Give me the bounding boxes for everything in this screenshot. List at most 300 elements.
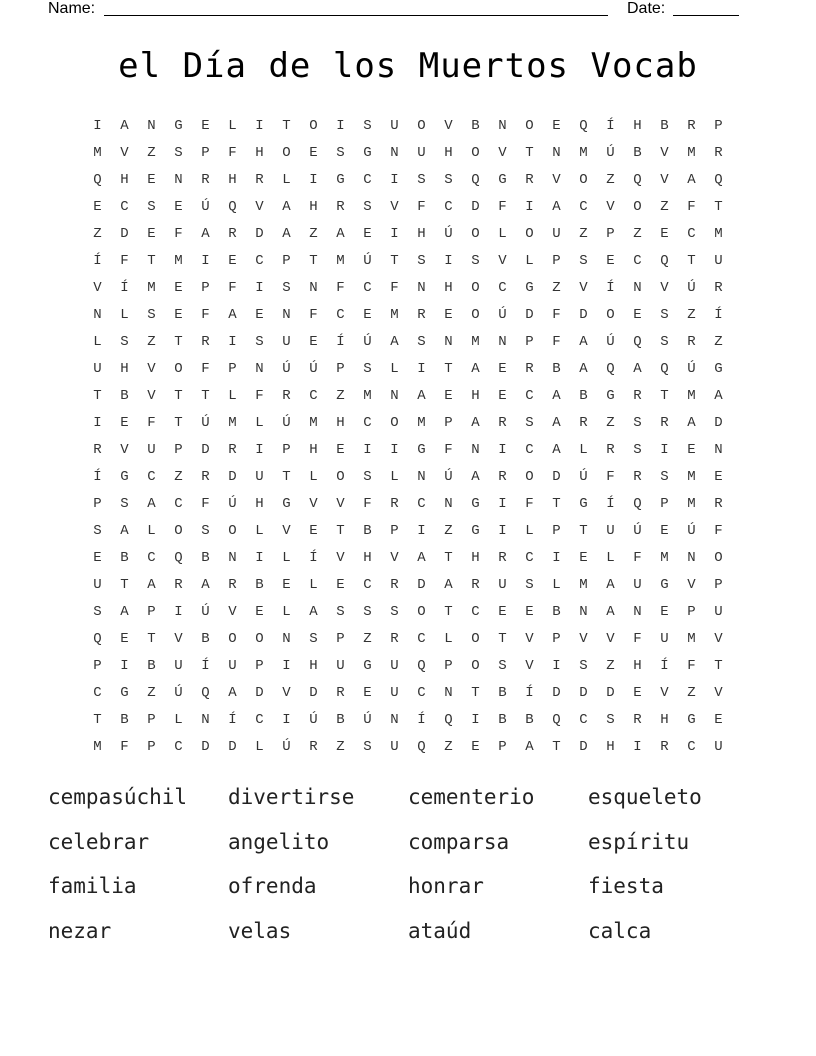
grid-letter: E [120, 415, 129, 431]
grid-letter: P [201, 145, 210, 161]
grid-letter: E [93, 550, 102, 566]
grid-letter: Q [633, 334, 642, 350]
grid-letter: S [363, 361, 372, 377]
grid-row [84, 359, 732, 386]
grid-letter: O [471, 226, 480, 242]
grid-letter: H [228, 172, 237, 188]
grid-letter: L [525, 523, 534, 539]
grid-letter: U [390, 118, 399, 134]
grid-letter: D [255, 226, 264, 242]
grid-letter: Í [660, 658, 669, 674]
grid-letter: N [498, 334, 507, 350]
word-bank-item: calca [588, 918, 652, 943]
grid-letter: T [444, 604, 453, 620]
grid-letter: S [120, 496, 129, 512]
grid-letter: E [174, 307, 183, 323]
grid-letter: L [120, 307, 129, 323]
grid-letter: Z [606, 172, 615, 188]
grid-letter: T [687, 253, 696, 269]
grid-letter: Í [606, 118, 615, 134]
grid-letter: Í [120, 280, 129, 296]
grid-letter: V [714, 685, 723, 701]
grid-letter: T [147, 631, 156, 647]
grid-letter: I [174, 604, 183, 620]
grid-letter: A [282, 199, 291, 215]
grid-letter: S [93, 523, 102, 539]
grid-letter: E [714, 469, 723, 485]
grid-letter: R [498, 415, 507, 431]
grid-letter: Ú [174, 685, 183, 701]
grid-letter: V [93, 280, 102, 296]
grid-letter: I [498, 496, 507, 512]
grid-letter: I [120, 658, 129, 674]
grid-letter: B [498, 712, 507, 728]
grid-letter: U [714, 604, 723, 620]
grid-letter: F [687, 199, 696, 215]
grid-letter: L [255, 739, 264, 755]
grid-letter: B [120, 550, 129, 566]
grid-letter: V [552, 172, 561, 188]
grid-letter: I [363, 442, 372, 458]
grid-letter: E [552, 118, 561, 134]
grid-letter: A [390, 334, 399, 350]
grid-letter: F [714, 523, 723, 539]
grid-letter: U [390, 685, 399, 701]
grid-letter: L [525, 253, 534, 269]
grid-letter: Z [606, 658, 615, 674]
grid-letter: D [552, 469, 561, 485]
grid-letter: O [282, 145, 291, 161]
grid-letter: A [552, 415, 561, 431]
grid-letter: T [336, 523, 345, 539]
grid-letter: D [120, 226, 129, 242]
grid-letter: P [93, 658, 102, 674]
grid-letter: Q [201, 685, 210, 701]
grid-letter: Z [660, 199, 669, 215]
grid-letter: R [714, 496, 723, 512]
grid-row [84, 251, 732, 278]
grid-letter: I [633, 739, 642, 755]
grid-letter: O [390, 415, 399, 431]
grid-letter: B [255, 577, 264, 593]
grid-letter: A [120, 604, 129, 620]
grid-letter: H [120, 361, 129, 377]
grid-letter: O [471, 631, 480, 647]
grid-letter: Ú [498, 307, 507, 323]
grid-letter: P [147, 604, 156, 620]
grid-letter: G [120, 685, 129, 701]
grid-letter: A [687, 415, 696, 431]
grid-letter: L [498, 226, 507, 242]
grid-letter: P [147, 712, 156, 728]
grid-letter: N [390, 145, 399, 161]
grid-letter: T [174, 334, 183, 350]
grid-letter: A [579, 361, 588, 377]
grid-letter: G [498, 172, 507, 188]
grid-letter: M [714, 226, 723, 242]
grid-letter: N [633, 280, 642, 296]
grid-letter: P [282, 442, 291, 458]
grid-letter: S [255, 334, 264, 350]
grid-letter: G [471, 496, 480, 512]
grid-row [84, 683, 732, 710]
grid-letter: C [174, 496, 183, 512]
header [48, 0, 748, 20]
grid-letter: I [444, 253, 453, 269]
grid-letter: E [363, 307, 372, 323]
grid-letter: I [201, 253, 210, 269]
grid-row [84, 170, 732, 197]
grid-letter: S [525, 577, 534, 593]
grid-letter: T [471, 685, 480, 701]
grid-letter: N [417, 280, 426, 296]
grid-letter: U [147, 442, 156, 458]
grid-letter: E [633, 307, 642, 323]
word-bank-item: angelito [228, 829, 330, 854]
word-bank-item: comparsa [408, 829, 510, 854]
grid-letter: T [201, 388, 210, 404]
grid-letter: E [606, 253, 615, 269]
grid-letter: O [336, 469, 345, 485]
grid-row [84, 656, 732, 683]
grid-letter: L [282, 172, 291, 188]
grid-letter: B [201, 631, 210, 647]
grid-letter: B [552, 361, 561, 377]
grid-letter: O [228, 631, 237, 647]
grid-letter: C [417, 685, 426, 701]
grid-letter: L [282, 604, 291, 620]
grid-letter: I [255, 280, 264, 296]
grid-letter: M [390, 307, 399, 323]
grid-letter: N [147, 118, 156, 134]
grid-letter: H [309, 199, 318, 215]
grid-letter: Ú [444, 226, 453, 242]
grid-letter: N [390, 388, 399, 404]
grid-letter: H [363, 550, 372, 566]
grid-letter: S [417, 172, 426, 188]
grid-letter: F [363, 496, 372, 512]
grid-letter: E [714, 712, 723, 728]
grid-letter: N [471, 442, 480, 458]
grid-letter: O [606, 307, 615, 323]
grid-letter: E [201, 118, 210, 134]
grid-letter: E [147, 172, 156, 188]
grid-row [84, 575, 732, 602]
grid-letter: T [444, 550, 453, 566]
grid-letter: A [714, 388, 723, 404]
grid-letter: Q [417, 739, 426, 755]
grid-letter: U [552, 226, 561, 242]
grid-letter: F [606, 469, 615, 485]
grid-letter: Z [147, 334, 156, 350]
grid-letter: M [93, 145, 102, 161]
grid-letter: U [93, 577, 102, 593]
grid-letter: Z [606, 415, 615, 431]
grid-letter: R [714, 145, 723, 161]
grid-letter: S [309, 631, 318, 647]
grid-letter: L [309, 469, 318, 485]
grid-letter: Q [633, 496, 642, 512]
grid-letter: C [633, 253, 642, 269]
grid-letter: D [228, 469, 237, 485]
grid-letter: G [336, 172, 345, 188]
grid-letter: Q [93, 631, 102, 647]
grid-letter: S [660, 334, 669, 350]
grid-letter: N [309, 280, 318, 296]
grid-letter: D [255, 685, 264, 701]
grid-letter: F [309, 307, 318, 323]
grid-letter: P [147, 739, 156, 755]
grid-letter: V [390, 199, 399, 215]
grid-letter: P [282, 253, 291, 269]
grid-letter: D [579, 685, 588, 701]
grid-letter: F [633, 631, 642, 647]
grid-letter: H [255, 145, 264, 161]
grid-letter: T [444, 361, 453, 377]
grid-letter: A [606, 604, 615, 620]
grid-letter: A [417, 388, 426, 404]
grid-letter: E [363, 226, 372, 242]
grid-letter: G [606, 388, 615, 404]
grid-letter: Ú [228, 496, 237, 512]
grid-letter: A [471, 469, 480, 485]
grid-letter: T [525, 145, 534, 161]
grid-letter: P [336, 631, 345, 647]
grid-letter: N [417, 469, 426, 485]
grid-letter: Q [660, 361, 669, 377]
grid-letter: R [606, 442, 615, 458]
grid-letter: R [660, 415, 669, 431]
grid-letter: T [714, 199, 723, 215]
grid-letter: Í [336, 334, 345, 350]
grid-letter: M [687, 496, 696, 512]
word-bank-item: espíritu [588, 829, 690, 854]
grid-row [84, 548, 732, 575]
grid-letter: Q [633, 172, 642, 188]
grid-letter: S [633, 442, 642, 458]
grid-letter: L [390, 469, 399, 485]
grid-letter: Ú [282, 739, 291, 755]
grid-letter: N [201, 712, 210, 728]
grid-letter: Z [336, 739, 345, 755]
grid-letter: D [714, 415, 723, 431]
grid-letter: I [471, 712, 480, 728]
grid-letter: P [714, 577, 723, 593]
grid-letter: A [552, 388, 561, 404]
grid-letter: T [282, 469, 291, 485]
grid-letter: E [660, 226, 669, 242]
grid-letter: H [120, 172, 129, 188]
grid-row [84, 197, 732, 224]
grid-letter: H [309, 658, 318, 674]
grid-letter: F [228, 280, 237, 296]
grid-letter: Z [444, 739, 453, 755]
grid-letter: C [174, 739, 183, 755]
grid-letter: R [498, 469, 507, 485]
grid-letter: G [363, 658, 372, 674]
grid-letter: V [579, 631, 588, 647]
grid-letter: H [471, 550, 480, 566]
grid-letter: A [606, 577, 615, 593]
grid-letter: U [93, 361, 102, 377]
grid-letter: S [363, 199, 372, 215]
grid-letter: C [498, 280, 507, 296]
grid-letter: A [633, 361, 642, 377]
grid-letter: E [525, 604, 534, 620]
grid-letter: A [336, 226, 345, 242]
grid-letter: M [336, 253, 345, 269]
grid-letter: L [444, 631, 453, 647]
grid-letter: V [660, 145, 669, 161]
grid-letter: I [390, 172, 399, 188]
grid-letter: N [93, 307, 102, 323]
grid-letter: C [471, 604, 480, 620]
grid-letter: S [417, 253, 426, 269]
grid-letter: I [255, 118, 264, 134]
grid-letter: N [714, 442, 723, 458]
grid-letter: M [687, 469, 696, 485]
grid-letter: L [390, 361, 399, 377]
grid-letter: V [120, 145, 129, 161]
grid-letter: B [363, 523, 372, 539]
grid-letter: O [471, 280, 480, 296]
grid-letter: C [147, 469, 156, 485]
grid-letter: Z [633, 226, 642, 242]
grid-letter: E [174, 280, 183, 296]
grid-letter: S [363, 604, 372, 620]
grid-letter: T [714, 658, 723, 674]
grid-letter: F [552, 307, 561, 323]
grid-letter: E [687, 442, 696, 458]
grid-letter: V [390, 550, 399, 566]
grid-letter: U [714, 739, 723, 755]
grid-letter: B [471, 118, 480, 134]
grid-letter: S [660, 469, 669, 485]
grid-letter: U [282, 334, 291, 350]
grid-letter: S [579, 253, 588, 269]
grid-letter: Q [714, 172, 723, 188]
grid-letter: R [282, 388, 291, 404]
word-bank-item: familia [48, 874, 137, 898]
grid-letter: E [444, 388, 453, 404]
grid-letter: Q [660, 253, 669, 269]
grid-letter: F [552, 334, 561, 350]
grid-letter: B [120, 388, 129, 404]
grid-letter: E [120, 631, 129, 647]
word-bank-row [48, 871, 768, 916]
grid-letter: R [201, 334, 210, 350]
grid-letter: R [390, 631, 399, 647]
grid-letter: R [309, 739, 318, 755]
grid-letter: E [255, 307, 264, 323]
grid-letter: N [228, 550, 237, 566]
grid-letter: G [471, 523, 480, 539]
grid-letter: I [282, 712, 291, 728]
name-blank-line [104, 15, 608, 16]
grid-letter: M [687, 388, 696, 404]
grid-letter: Q [552, 712, 561, 728]
grid-letter: H [417, 226, 426, 242]
grid-letter: I [93, 415, 102, 431]
grid-letter: Ú [201, 199, 210, 215]
grid-letter: V [282, 685, 291, 701]
grid-letter: P [390, 523, 399, 539]
grid-letter: F [174, 226, 183, 242]
word-bank-item: ataúd [408, 918, 472, 943]
grid-letter: V [687, 577, 696, 593]
grid-letter: I [498, 523, 507, 539]
grid-letter: H [633, 658, 642, 674]
grid-letter: S [174, 145, 183, 161]
grid-letter: A [471, 361, 480, 377]
grid-letter: O [174, 523, 183, 539]
grid-letter: L [282, 550, 291, 566]
grid-letter: V [444, 118, 453, 134]
grid-letter: V [525, 631, 534, 647]
grid-letter: T [579, 523, 588, 539]
grid-letter: E [498, 361, 507, 377]
grid-letter: T [147, 253, 156, 269]
grid-letter: Í [93, 253, 102, 269]
grid-letter: E [147, 226, 156, 242]
grid-letter: L [147, 523, 156, 539]
grid-letter: A [471, 415, 480, 431]
grid-letter: P [444, 415, 453, 431]
grid-letter: E [309, 145, 318, 161]
grid-letter: E [309, 523, 318, 539]
grid-letter: U [714, 253, 723, 269]
grid-letter: V [228, 604, 237, 620]
grid-letter: V [336, 496, 345, 512]
grid-letter: Ú [633, 523, 642, 539]
grid-letter: E [228, 253, 237, 269]
grid-letter: U [606, 523, 615, 539]
grid-letter: U [336, 658, 345, 674]
grid-letter: M [93, 739, 102, 755]
grid-letter: E [660, 523, 669, 539]
grid-letter: Ú [579, 469, 588, 485]
grid-letter: D [201, 442, 210, 458]
grid-letter: L [228, 388, 237, 404]
grid-letter: P [174, 442, 183, 458]
grid-row [84, 386, 732, 413]
grid-letter: O [309, 118, 318, 134]
grid-letter: I [282, 658, 291, 674]
grid-letter: D [579, 307, 588, 323]
grid-letter: C [336, 307, 345, 323]
grid-letter: R [687, 334, 696, 350]
grid-letter: A [201, 226, 210, 242]
word-bank-item: honrar [408, 874, 484, 898]
grid-letter: R [498, 550, 507, 566]
grid-letter: E [282, 577, 291, 593]
word-bank-item: velas [228, 918, 292, 943]
grid-letter: P [498, 739, 507, 755]
grid-letter: O [525, 226, 534, 242]
grid-row [84, 332, 732, 359]
grid-letter: D [417, 577, 426, 593]
grid-letter: F [633, 550, 642, 566]
grid-letter: C [255, 712, 264, 728]
grid-letter: P [660, 496, 669, 512]
grid-letter: N [444, 496, 453, 512]
grid-letter: B [525, 712, 534, 728]
grid-letter: A [201, 577, 210, 593]
grid-letter: S [147, 199, 156, 215]
grid-letter: R [687, 118, 696, 134]
grid-letter: D [579, 739, 588, 755]
grid-letter: Q [417, 658, 426, 674]
